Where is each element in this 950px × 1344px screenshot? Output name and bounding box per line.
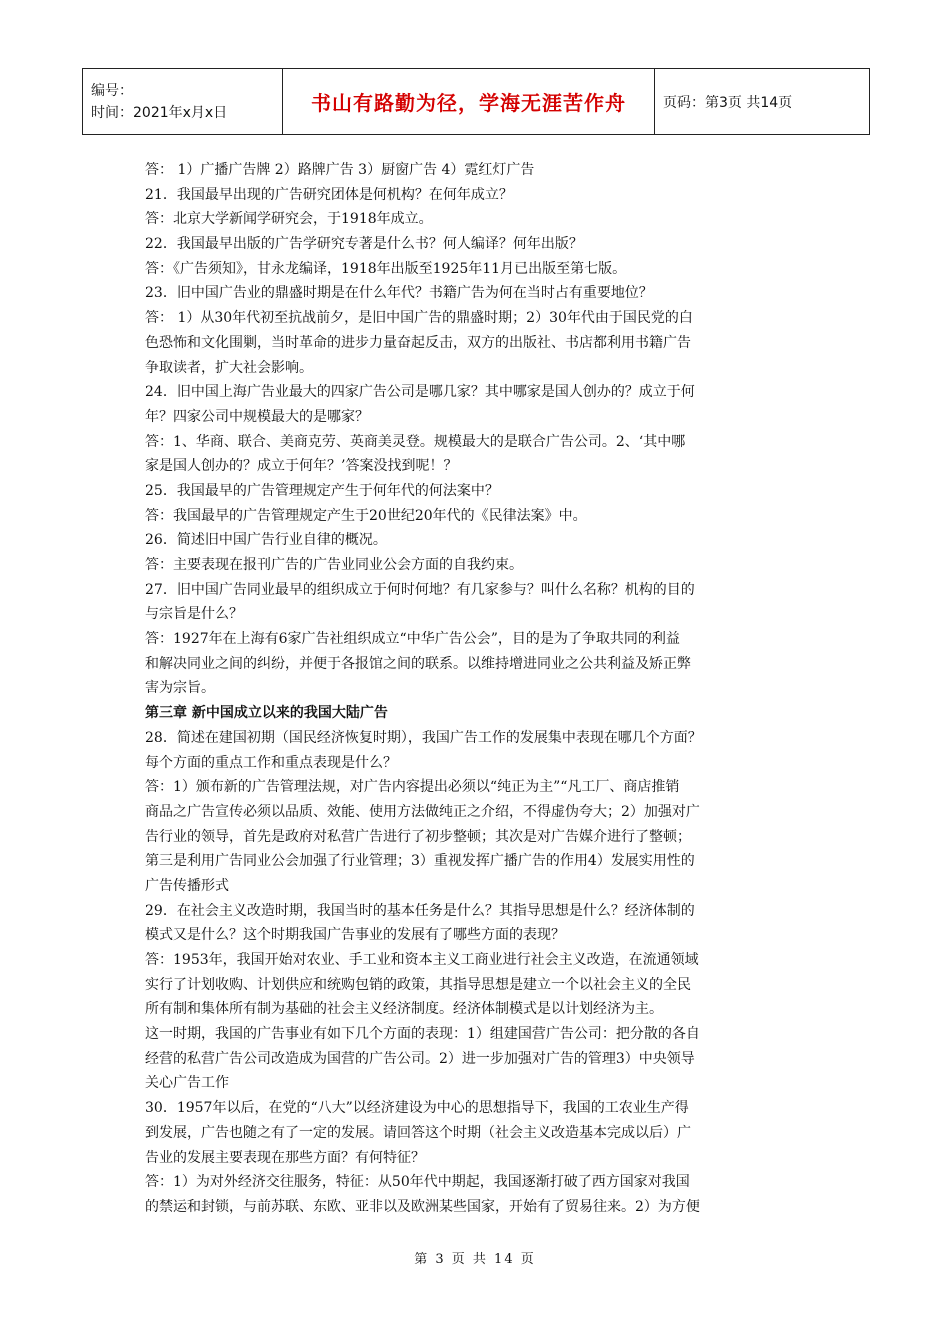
- page-footer: 第 3 页 共 14 页: [414, 1252, 536, 1267]
- header-motto: 书山有路勤为径，学海无涯苦作舟: [283, 69, 655, 134]
- text-line: 答： 1）广播广告牌 2）路牌广告 3）厨窗广告 4）霓红灯广告: [145, 162, 535, 178]
- document-number-label: 编号：: [91, 82, 133, 99]
- text-line: 答：1）为对外经济交往服务，特征：从50年代中期起，我国逐渐打破了西方国家对我国: [145, 1174, 690, 1191]
- text-line: 经营的私营广告公司改造成为国营的广告公司。2）进一步加强对广告的管理3）中央领导: [145, 1050, 695, 1067]
- text-line: 21．我国最早出现的广告研究团体是何机构？在何年成立？: [145, 186, 513, 203]
- text-line: 到发展，广告也随之有了一定的发展。请回答这个时期（社会主义改造基本完成以后）广: [145, 1124, 691, 1141]
- text-line: 每个方面的重点工作和重点表现是什么？: [145, 754, 397, 771]
- text-line: 答：1）颁布新的广告管理法规，对广告内容提出必须以“纯正为主”“凡工厂、商店推销: [145, 779, 680, 796]
- text-line: 答：主要表现在报刊广告的广告业同业公会方面的自我约束。: [145, 557, 523, 573]
- text-line: 23．旧中国广告业的鼎盛时期是在什么年代？书籍广告为何在当时占有重要地位？: [145, 285, 653, 302]
- text-line: 的禁运和封锁，与前苏联、东欧、亚非以及欧洲某些国家，开始有了贸易往来。2）为方便: [145, 1198, 700, 1215]
- text-line: 家是国人创办的？成立于何年？’答案没找到呢！？: [145, 458, 458, 475]
- header-meta: [83, 69, 283, 134]
- text-line: 关心广告工作: [145, 1075, 229, 1092]
- text-line: 答：北京大学新闻学研究会，于1918年成立。: [145, 211, 433, 228]
- text-line: 25．我国最早的广告管理规定产生于何年代的何法案中？: [145, 482, 499, 499]
- page-header: [82, 68, 870, 135]
- text-line: 告行业的领导，首先是政府对私营广告进行了初步整顿；其次是对广告媒介进行了整顿；: [145, 828, 691, 845]
- text-line: 29．在社会主义改造时期，我国当时的基本任务是什么？其指导思想是什么？经济体制的: [145, 902, 695, 919]
- text-line: 害为宗旨。: [145, 680, 215, 697]
- text-line: 答：我国最早的广告管理规定产生于20世纪20年代的《民律法案》中。: [145, 507, 587, 524]
- text-line: 实行了计划收购、计划供应和统购包销的政策，其指导思想是建立一个以社会主义的全民: [145, 976, 691, 993]
- text-line: 所有制和集体所有制为基础的社会主义经济制度。经济体制模式是以计划经济为主。: [145, 1001, 663, 1018]
- text-line: 模式又是什么？这个时期我国广告事业的发展有了哪些方面的表现？: [145, 927, 565, 944]
- text-line: 答：1927年在上海有6家广告社组织成立“中华广告公会”，目的是为了争取共同的利益: [145, 631, 680, 648]
- text-line: 答：《广告须知》，甘永龙编译，1918年出版至1925年11月已出版至第七版。: [145, 260, 627, 277]
- text-line: 27．旧中国广告同业最早的组织成立于何时何地？有几家参与？叫什么名称？机构的目的: [145, 581, 695, 598]
- text-line: 22．我国最早出版的广告学研究专著是什么书？何人编译？何年出版？: [145, 236, 583, 253]
- text-line: 告业的发展主要表现在那些方面？有何特征？: [145, 1149, 425, 1166]
- chapter-heading: 第三章 新中国成立以来的我国大陆广告: [145, 705, 388, 722]
- document-body: [145, 158, 810, 1220]
- text-line: 答： 1）从30年代初至抗战前夕，是旧中国广告的鼎盛时期；2）30年代由于国民党的白: [145, 310, 693, 327]
- text-line: 第三是利用广告同业公会加强了行业管理；3）重视发挥广播广告的作用4）发展实用性的: [145, 853, 695, 870]
- text-line: 争取读者，扩大社会影响。: [145, 359, 313, 376]
- text-line: 答：1、华商、联合、美商克劳、英商美灵登。规模最大的是联合广告公司。2、‘其中哪: [145, 433, 686, 450]
- text-line: 答：1953年，我国开始对农业、手工业和资本主义工商业进行社会主义改造，在流通领域: [145, 952, 699, 968]
- text-line: 与宗旨是什么？: [145, 606, 243, 623]
- text-line: 和解决同业之间的纠纷，并便于各报馆之间的联系。以维持增进同业之公共利益及矫正弊: [145, 655, 691, 672]
- text-line: 24．旧中国上海广告业最大的四家广告公司是哪几家？其中哪家是国人创办的？成立于何: [145, 384, 695, 401]
- text-line: 色恐怖和文化围剿，当时革命的进步力量奋起反击，双方的出版社、书店都利用书籍广告: [145, 334, 691, 351]
- text-line: 广告传播形式: [145, 877, 229, 894]
- text-line: 商品之广告宣传必须以品质、效能、使用方法做纯正之介绍，不得虚伪夸大；2）加强对广: [145, 803, 700, 820]
- document-date: 时间：2021年x月x日: [91, 104, 228, 121]
- text-line: 28．简述在建国初期（国民经济恢复时期），我国广告工作的发展集中表现在哪几个方面？: [145, 729, 702, 746]
- header-page-info: 页码：第3页 共14页: [663, 94, 793, 111]
- text-line: 年？四家公司中规模最大的是哪家？: [145, 408, 369, 425]
- text-line: 30．1957年以后，在党的“八大”以经济建设为中心的思想指导下，我国的工农业生产得: [145, 1100, 689, 1117]
- text-line: 26．简述旧中国广告行业自律的概况。: [145, 532, 387, 549]
- text-line: 这一时期，我国的广告事业有如下几个方面的表现：1）组建国营广告公司：把分散的各自: [145, 1026, 700, 1043]
